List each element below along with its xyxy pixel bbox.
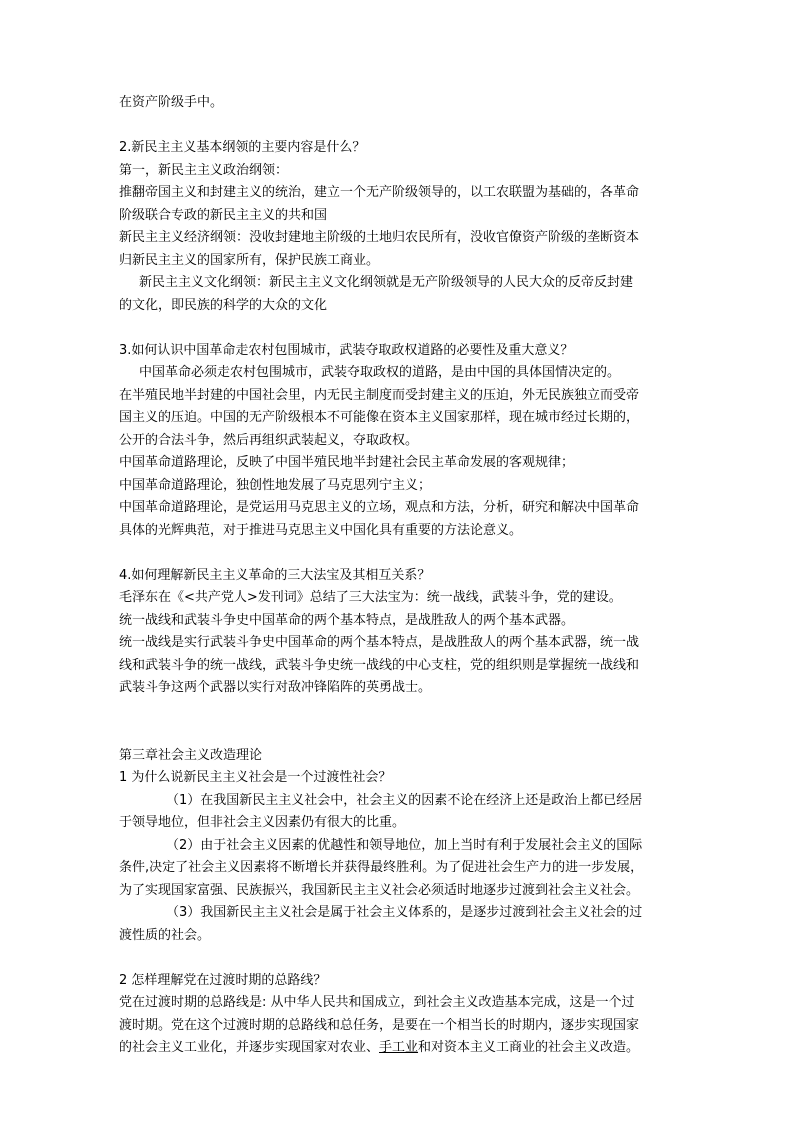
q3-title: 3.如何认识中国革命走农村包围城市，武装夺取政权道路的必要性及重大意义？ — [119, 342, 574, 358]
q3-first-line: 中国革命必须走农村包围城市，武装夺取政权的道路，是由中国的具体国情决定的。 — [139, 365, 621, 380]
ch3-q2-title: 2 怎样理解党在过渡时期的总路线？ — [119, 972, 327, 988]
q3-line: 公开的合法斗争，然后再组织武装起义，夺取政权。 — [119, 432, 419, 448]
chapter-title: 第三章社会主义改造理论 — [119, 747, 263, 763]
q3-line: 具体的光辉典范，对于推进马克思主义中国化具有重要的方法论意义。 — [119, 522, 523, 538]
ch3-q1-point: 于领导地位，但非社会主义因素仍有很大的比重。 — [119, 815, 406, 830]
blank-line — [119, 947, 677, 970]
handicraft-link[interactable]: 手工业 — [379, 1040, 419, 1055]
q4-line: 毛泽东在《<共产党人>发刊词》总结了三大法宝为：统一战线，武装斗争，党的建设。 — [119, 590, 622, 605]
ch3-q2-line: 党在过渡时期的总路线是: 从中华人民共和国成立，到社会主义改造基本完成，这是一个过 — [119, 995, 635, 1010]
q2-culture-line: 的文化，即民族的科学的大众的文化 — [119, 297, 328, 313]
ch3-q1-point: （3）我国新民主主义社会是属于社会主义体系的，是逐步过渡到社会主义社会的过 — [166, 905, 643, 920]
ch3-q2-last-after: 和对资本主义工商业的社会主义改造。 — [418, 1040, 640, 1055]
blank-line — [119, 542, 677, 565]
q2-title: 2.新民主主义基本纲领的主要内容是什么？ — [119, 140, 366, 155]
ch3-q2-last-before: 的社会主义工业化，并逐步实现国家对农业、 — [119, 1040, 380, 1055]
q2-line: 新民主主义经济纲领：没收封建地主阶级的土地归农民所有，没收官僚资产阶级的垄断资本 — [119, 230, 640, 245]
ch3-q1-point: （1）在我国新民主主义社会中，社会主义的因素不论在经济上还是政治上都已经居 — [166, 792, 643, 808]
q3-line: 在半殖民地半封建的中国社会里，内无民主制度而受封建主义的压迫，外无民族独立而受帝 — [119, 387, 640, 403]
q4-line: 统一战线是实行武装斗争史中国革命的两个基本特点，是战胜敌人的两个基本武器，统一战 — [119, 635, 640, 650]
ch3-q1-point: （2）由于社会主义因素的优越性和领导地位，加上当时有利于发展社会主义的国际 — [166, 837, 643, 853]
q4-line: 武装斗争这两个武器以实行对敌冲锋陷阵的英勇战士。 — [119, 680, 432, 695]
blank-line — [119, 700, 677, 745]
q3-line: 中国革命道路理论，是党运用马克思主义的立场，观点和方法，分析，研究和解决中国革命 — [119, 500, 640, 515]
q2-line: 阶级联合专政的新民主主义的共和国 — [119, 207, 328, 223]
q2-culture-line: 新民主主义文化纲领：新民主主义文化纲领就是无产阶级领导的人民大众的反帝反封建 — [139, 275, 634, 290]
blank-line — [119, 317, 677, 340]
q3-line: 国主义的压迫。中国的无产阶级根本不可能像在资本主义国家那样，现在城市经过长期的， — [119, 410, 640, 425]
q2-line: 推翻帝国主义和封建主义的统治，建立一个无产阶级领导的，以工农联盟为基础的，各革命 — [119, 185, 640, 200]
ch3-q1-title: 1 为什么说新民主主义社会是一个过渡性社会？ — [119, 770, 392, 785]
ch3-q2-line: 渡时期。党在这个过渡时期的总路线和总任务，是要在一个相当长的时期内，逐步实现国家 — [119, 1017, 640, 1033]
continuation-text: 在资产阶级手中。 — [119, 95, 224, 110]
ch3-q2-last-line — [119, 1037, 677, 1060]
ch3-q1-point: 条件,决定了社会主义因素将不断增长并获得最终胜利。为了促进社会生产力的进一步发展， — [119, 860, 644, 875]
blank-line — [119, 115, 677, 138]
q3-line: 中国革命道路理论，反映了中国半殖民地半封建社会民主革命发展的客观规律； — [119, 455, 575, 470]
ch3-q1-point: 渡性质的社会。 — [119, 927, 211, 943]
q2-line: 归新民主主义的国家所有，保护民族工商业。 — [119, 252, 380, 268]
q4-line: 统一战线和武装斗争史中国革命的两个基本特点，是战胜敌人的两个基本武器。 — [119, 612, 575, 628]
document-page — [119, 92, 677, 1060]
q3-line: 中国革命道路理论，独创性地发展了马克思列宁主义； — [119, 477, 432, 493]
q2-line: 第一，新民主主义政治纲领： — [119, 162, 289, 178]
ch3-q1-point: 为了实现国家富强、民族振兴，我国新民主主义社会必须适时地逐步过渡到社会主义社会。 — [119, 882, 640, 898]
q4-line: 线和武装斗争的统一战线，武装斗争史统一战线的中心支柱，党的组织则是掌握统一战线和 — [119, 657, 640, 673]
q4-title: 4.如何理解新民主主义革命的三大法宝及其相互关系？ — [119, 567, 431, 583]
